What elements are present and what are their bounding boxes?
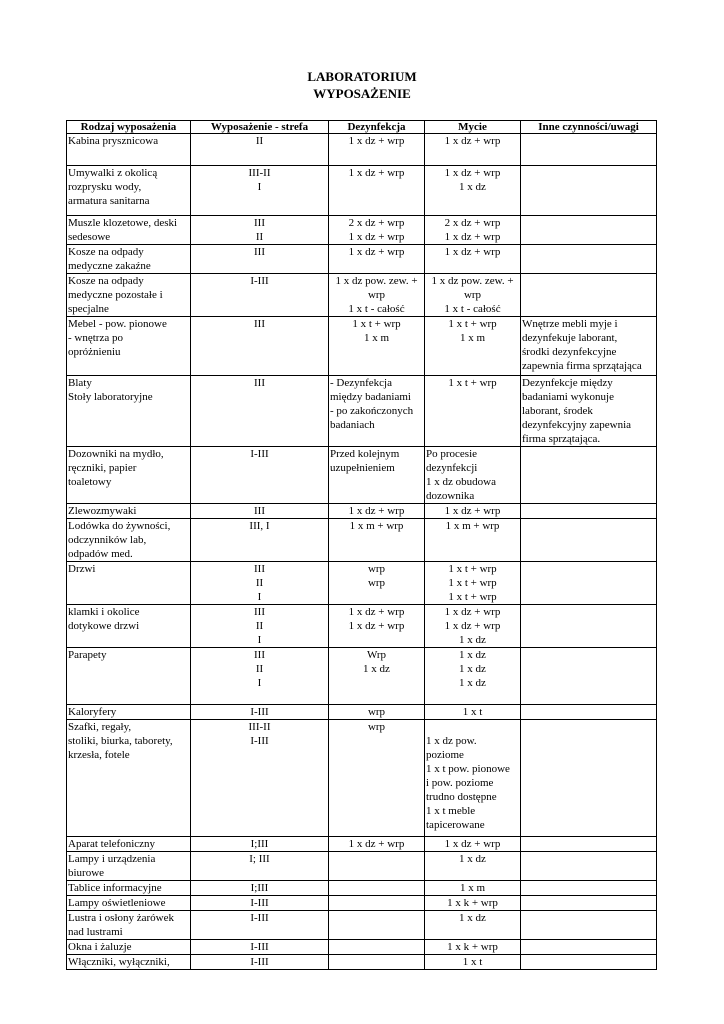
washing-cell: 1 x dz + wrp 1 x dz xyxy=(425,166,521,216)
equipment-type-cell: Parapety xyxy=(67,648,191,705)
table-row xyxy=(67,955,657,970)
zone-cell: III II I xyxy=(191,605,329,648)
equipment-type-cell: Kosze na odpady medyczne zakaźne xyxy=(67,245,191,274)
equipment-type-cell: Kosze na odpady medyczne pozostałe i specjalne xyxy=(67,274,191,317)
equipment-type-cell: Włączniki, wyłączniki, xyxy=(67,955,191,970)
notes-cell xyxy=(521,605,657,648)
notes-cell xyxy=(521,852,657,881)
notes-cell xyxy=(521,519,657,562)
equipment-type-cell: klamki i okolice dotykowe drzwi xyxy=(67,605,191,648)
table-row xyxy=(67,852,657,881)
notes-cell xyxy=(521,648,657,705)
notes-cell: Wnętrze mebli myje i dezynfekuje laborant, środki dezynfekcyjne zapewnia firma sprzątająca xyxy=(521,317,657,376)
washing-cell: 1 x dz xyxy=(425,911,521,940)
disinfection-cell: - Dezynfekcja między badaniami - po zakończonych badaniach xyxy=(329,376,425,447)
zone-cell: I-III xyxy=(191,940,329,955)
washing-cell: Po procesie dezynfekcji 1 x dz obudowa dozownika xyxy=(425,447,521,504)
disinfection-cell xyxy=(329,852,425,881)
disinfection-cell xyxy=(329,911,425,940)
notes-cell xyxy=(521,911,657,940)
table-row xyxy=(67,940,657,955)
washing-cell: 1 x t + wrp 1 x t + wrp 1 x t + wrp xyxy=(425,562,521,605)
notes-cell xyxy=(521,881,657,896)
disinfection-cell: 1 x dz + wrp xyxy=(329,504,425,519)
equipment-type-cell: Dozowniki na mydło, ręczniki, papier toaletowy xyxy=(67,447,191,504)
washing-cell: 1 x dz pow. poziome 1 x t pow. pionowe i pow. poziome trudno dostępne 1 x t meble tapicerowane xyxy=(425,720,521,837)
disinfection-cell: 1 x dz + wrp xyxy=(329,837,425,852)
table-row xyxy=(67,519,657,562)
document-title: LABORATORIUM xyxy=(307,69,417,84)
table-row xyxy=(67,720,657,837)
washing-cell: 1 x m xyxy=(425,881,521,896)
disinfection-cell: 1 x dz + wrp 1 x dz + wrp xyxy=(329,605,425,648)
zone-cell: III-II I xyxy=(191,166,329,216)
equipment-type-cell: Tablice informacyjne xyxy=(67,881,191,896)
table-row xyxy=(67,274,657,317)
washing-cell: 1 x t xyxy=(425,705,521,720)
header-disinfection: Dezynfekcja xyxy=(329,121,425,134)
disinfection-cell: wrp xyxy=(329,705,425,720)
disinfection-cell: 1 x dz + wrp xyxy=(329,166,425,216)
equipment-type-cell: Umywalki z okolicą rozprysku wody, armatura sanitarna xyxy=(67,166,191,216)
table-row xyxy=(67,896,657,911)
washing-cell: 1 x dz + wrp xyxy=(425,134,521,166)
zone-cell: I-III xyxy=(191,274,329,317)
disinfection-cell: 1 x t + wrp 1 x m xyxy=(329,317,425,376)
notes-cell xyxy=(521,955,657,970)
equipment-type-cell: Lampy oświetleniowe xyxy=(67,896,191,911)
equipment-type-cell: Szafki, regały, stoliki, biurka, taborety, krzesła, fotele xyxy=(67,720,191,837)
disinfection-cell: Przed kolejnym uzupełnieniem xyxy=(329,447,425,504)
washing-cell: 1 x dz + wrp xyxy=(425,504,521,519)
zone-cell: III xyxy=(191,376,329,447)
washing-cell: 1 x dz xyxy=(425,852,521,881)
header-washing: Mycie xyxy=(425,121,521,134)
disinfection-cell: 1 x dz + wrp xyxy=(329,245,425,274)
notes-cell xyxy=(521,166,657,216)
equipment-type-cell: Mebel - pow. pionowe - wnętrza po opróżnieniu xyxy=(67,317,191,376)
table-row xyxy=(67,166,657,216)
zone-cell: II xyxy=(191,134,329,166)
table-row xyxy=(67,376,657,447)
washing-cell: 1 x t xyxy=(425,955,521,970)
table-row xyxy=(67,134,657,166)
table-row xyxy=(67,705,657,720)
disinfection-cell: 1 x dz + wrp xyxy=(329,134,425,166)
disinfection-cell xyxy=(329,955,425,970)
zone-cell: III II I xyxy=(191,648,329,705)
notes-cell xyxy=(521,504,657,519)
equipment-type-cell: Aparat telefoniczny xyxy=(67,837,191,852)
table-row xyxy=(67,648,657,705)
zone-cell: I-III xyxy=(191,955,329,970)
washing-cell: 1 x t + wrp xyxy=(425,376,521,447)
table-header-row xyxy=(67,121,657,134)
table-row xyxy=(67,911,657,940)
zone-cell: I; III xyxy=(191,852,329,881)
zone-cell: I-III xyxy=(191,447,329,504)
equipment-type-cell: Kabina prysznicowa xyxy=(67,134,191,166)
notes-cell xyxy=(521,274,657,317)
table-row xyxy=(67,881,657,896)
disinfection-cell: wrp xyxy=(329,720,425,837)
notes-cell: Dezynfekcje między badaniami wykonuje laborant, środek dezynfekcyjny zapewnia firma sprzątająca. xyxy=(521,376,657,447)
zone-cell: I;III xyxy=(191,881,329,896)
table-row xyxy=(67,245,657,274)
washing-cell: 2 x dz + wrp 1 x dz + wrp xyxy=(425,216,521,245)
notes-cell xyxy=(521,562,657,605)
notes-cell xyxy=(521,447,657,504)
notes-cell xyxy=(521,216,657,245)
disinfection-cell: wrp wrp xyxy=(329,562,425,605)
table-row xyxy=(67,447,657,504)
equipment-type-cell: Blaty Stoły laboratoryjne xyxy=(67,376,191,447)
notes-cell xyxy=(521,245,657,274)
equipment-type-cell: Muszle klozetowe, deski sedesowe xyxy=(67,216,191,245)
notes-cell xyxy=(521,896,657,911)
equipment-type-cell: Lodówka do żywności, odczynników lab, odpadów med. xyxy=(67,519,191,562)
notes-cell xyxy=(521,940,657,955)
zone-cell: III, I xyxy=(191,519,329,562)
table-row xyxy=(67,605,657,648)
disinfection-cell: Wrp 1 x dz xyxy=(329,648,425,705)
zone-cell: I;III xyxy=(191,837,329,852)
table-row xyxy=(67,216,657,245)
zone-cell: III xyxy=(191,504,329,519)
washing-cell: 1 x dz pow. zew. + wrp 1 x t - całość xyxy=(425,274,521,317)
washing-cell: 1 x t + wrp 1 x m xyxy=(425,317,521,376)
notes-cell xyxy=(521,705,657,720)
zone-cell: III II xyxy=(191,216,329,245)
equipment-type-cell: Okna i żaluzje xyxy=(67,940,191,955)
equipment-table xyxy=(66,120,657,970)
washing-cell: 1 x dz + wrp 1 x dz + wrp 1 x dz xyxy=(425,605,521,648)
washing-cell: 1 x k + wrp xyxy=(425,896,521,911)
document-subtitle: WYPOSAŻENIE xyxy=(313,86,411,101)
disinfection-cell xyxy=(329,940,425,955)
notes-cell xyxy=(521,134,657,166)
disinfection-cell xyxy=(329,896,425,911)
equipment-type-cell: Lustra i osłony żarówek nad lustrami xyxy=(67,911,191,940)
header-equipment-type: Rodzaj wyposażenia xyxy=(67,121,191,134)
zone-cell: I-III xyxy=(191,911,329,940)
header-zone: Wyposażenie - strefa xyxy=(191,121,329,134)
disinfection-cell: 2 x dz + wrp 1 x dz + wrp xyxy=(329,216,425,245)
washing-cell: 1 x m + wrp xyxy=(425,519,521,562)
table-row xyxy=(67,504,657,519)
zone-cell: III xyxy=(191,317,329,376)
table-row xyxy=(67,562,657,605)
washing-cell: 1 x dz + wrp xyxy=(425,837,521,852)
equipment-type-cell: Lampy i urządzenia biurowe xyxy=(67,852,191,881)
zone-cell: III II I xyxy=(191,562,329,605)
disinfection-cell xyxy=(329,881,425,896)
zone-cell: I-III xyxy=(191,896,329,911)
header-notes: Inne czynności/uwagi xyxy=(521,121,657,134)
washing-cell: 1 x dz + wrp xyxy=(425,245,521,274)
zone-cell: I-III xyxy=(191,705,329,720)
equipment-type-cell: Zlewozmywaki xyxy=(67,504,191,519)
disinfection-cell: 1 x dz pow. zew. + wrp 1 x t - całość xyxy=(329,274,425,317)
notes-cell xyxy=(521,720,657,837)
zone-cell: III-II I-III xyxy=(191,720,329,837)
equipment-type-cell: Drzwi xyxy=(67,562,191,605)
washing-cell: 1 x dz 1 x dz 1 x dz xyxy=(425,648,521,705)
zone-cell: III xyxy=(191,245,329,274)
equipment-type-cell: Kaloryfery xyxy=(67,705,191,720)
table-row xyxy=(67,837,657,852)
disinfection-cell: 1 x m + wrp xyxy=(329,519,425,562)
table-row xyxy=(67,317,657,376)
notes-cell xyxy=(521,837,657,852)
washing-cell: 1 x k + wrp xyxy=(425,940,521,955)
